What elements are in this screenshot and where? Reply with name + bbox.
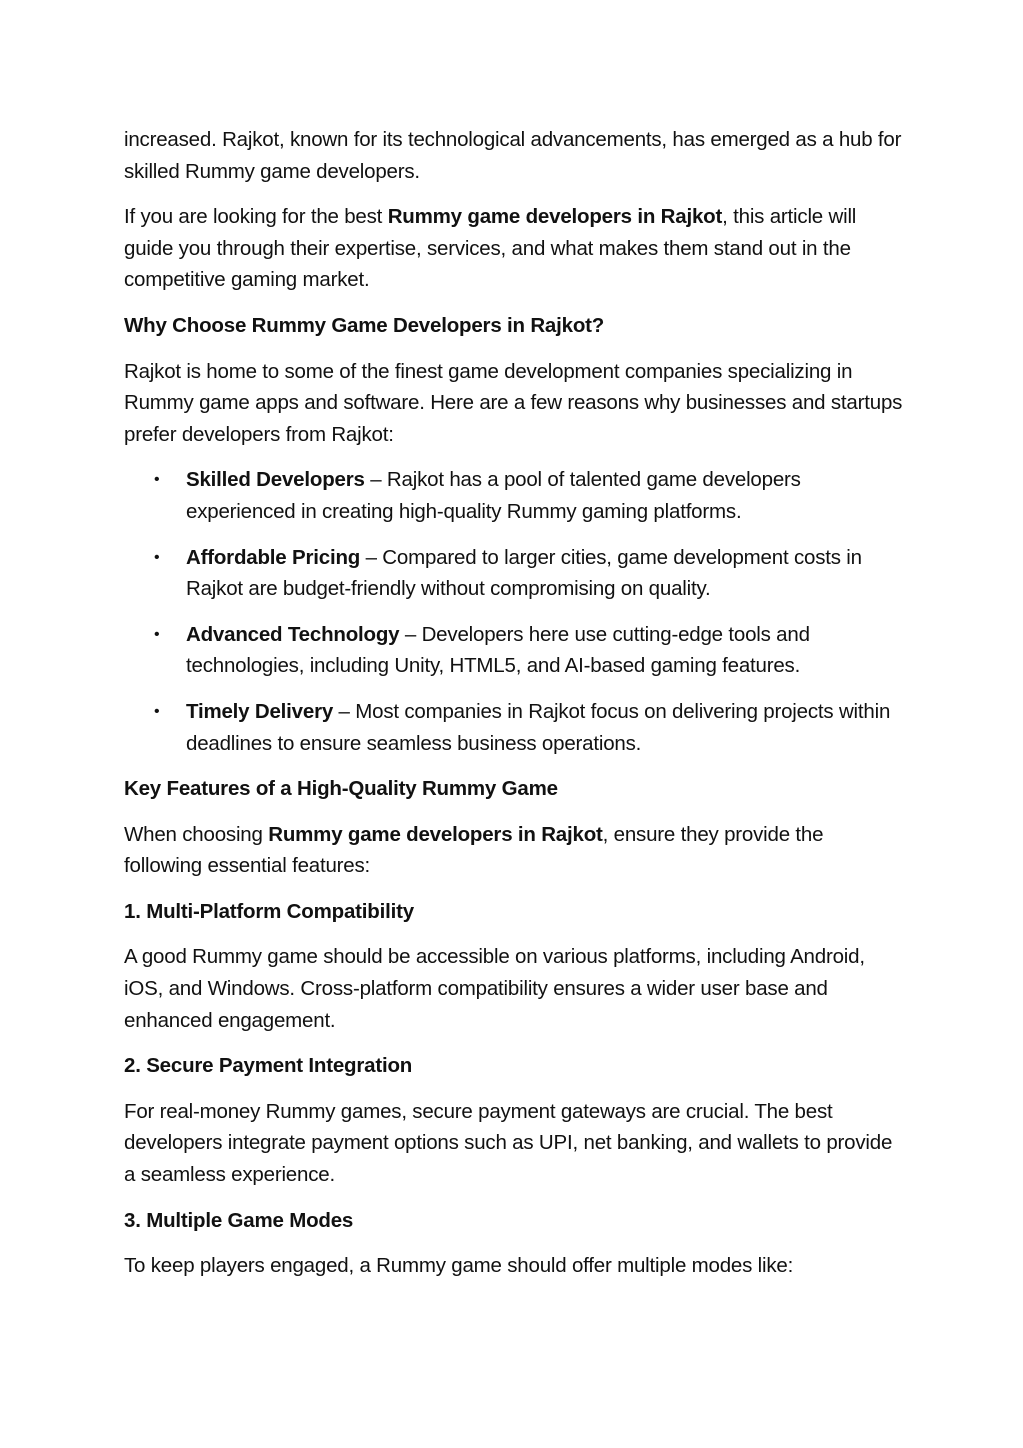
- features-heading: Key Features of a High-Quality Rummy Game: [124, 777, 558, 801]
- list-item-text: – Compared to larger cities, game development costs in Rajkot are budget-friendly without compromising on quality.: [186, 545, 862, 601]
- feature-3-heading: 3. Multiple Game Modes: [124, 1208, 354, 1232]
- reasons-list: [124, 464, 904, 759]
- list-item-text: – Rajkot has a pool of talented game developers experienced in creating high-quality Rummy gaming platforms.: [186, 468, 801, 523]
- features-paragraph-keyword: Rummy game developers in Rajkot: [268, 822, 603, 846]
- bullet-icon: •: [154, 625, 160, 643]
- feature-3-text: To keep players engaged, a Rummy game should offer multiple modes like:: [124, 1254, 794, 1278]
- intro-paragraph-2-after: , this article will guide you through their expertise, services, and what makes them stand out in the competitive gaming market.: [124, 205, 857, 292]
- bullet-icon: •: [154, 548, 160, 566]
- list-item-text: – Most companies in Rajkot focus on delivering projects within deadlines to ensure seamless business operations.: [186, 699, 891, 755]
- features-paragraph-after: , ensure they provide the following essential features:: [124, 822, 824, 878]
- feature-1-heading: 1. Multi-Platform Compatibility: [124, 899, 414, 923]
- list-item-text: – Developers here use cutting-edge tools and technologies, including Unity, HTML5, and AI-based gaming features.: [186, 622, 810, 678]
- list-item: [124, 464, 904, 527]
- document-body: [124, 124, 904, 1296]
- list-item-title: Timely Delivery: [186, 699, 334, 723]
- intro-paragraph-1-text: increased. Rajkot, known for its technological advancements, has emerged as a hub for skilled Rummy game developers.: [124, 128, 902, 183]
- list-item: [124, 696, 904, 759]
- feature-2-heading: 2. Secure Payment Integration: [124, 1054, 413, 1078]
- list-item-title: Skilled Developers: [186, 468, 365, 492]
- feature-1-text: A good Rummy game should be accessible on various platforms, including Android, iOS, and Windows. Cross-platform compatibility ensures a wider user base and enhanced engagement.: [124, 945, 865, 1032]
- why-heading: Why Choose Rummy Game Developers in Rajkot?: [124, 313, 605, 337]
- list-item-title: Advanced Technology: [186, 622, 400, 646]
- list-item: [124, 542, 904, 605]
- intro-paragraph-2-before: If you are looking for the best: [124, 205, 388, 229]
- features-paragraph: [124, 819, 904, 882]
- why-paragraph: Rajkot is home to some of the finest game development companies specializing in Rummy game apps and software. Here are a few reasons why businesses and startups prefer developers from Rajkot:: [124, 359, 903, 446]
- feature-2-text: For real-money Rummy games, secure payment gateways are crucial. The best developers integrate payment options such as UPI, net banking, and wallets to provide a seamless experience.: [124, 1099, 893, 1187]
- list-item: [124, 619, 904, 682]
- intro-paragraph-2: [124, 201, 904, 296]
- intro-paragraph-2-keyword: Rummy game developers in Rajkot: [387, 205, 723, 229]
- list-item-title: Affordable Pricing: [186, 545, 361, 569]
- bullet-icon: •: [154, 702, 160, 720]
- bullet-icon: •: [154, 471, 160, 489]
- intro-paragraph-1: [124, 124, 904, 187]
- features-paragraph-before: When choosing: [124, 822, 269, 846]
